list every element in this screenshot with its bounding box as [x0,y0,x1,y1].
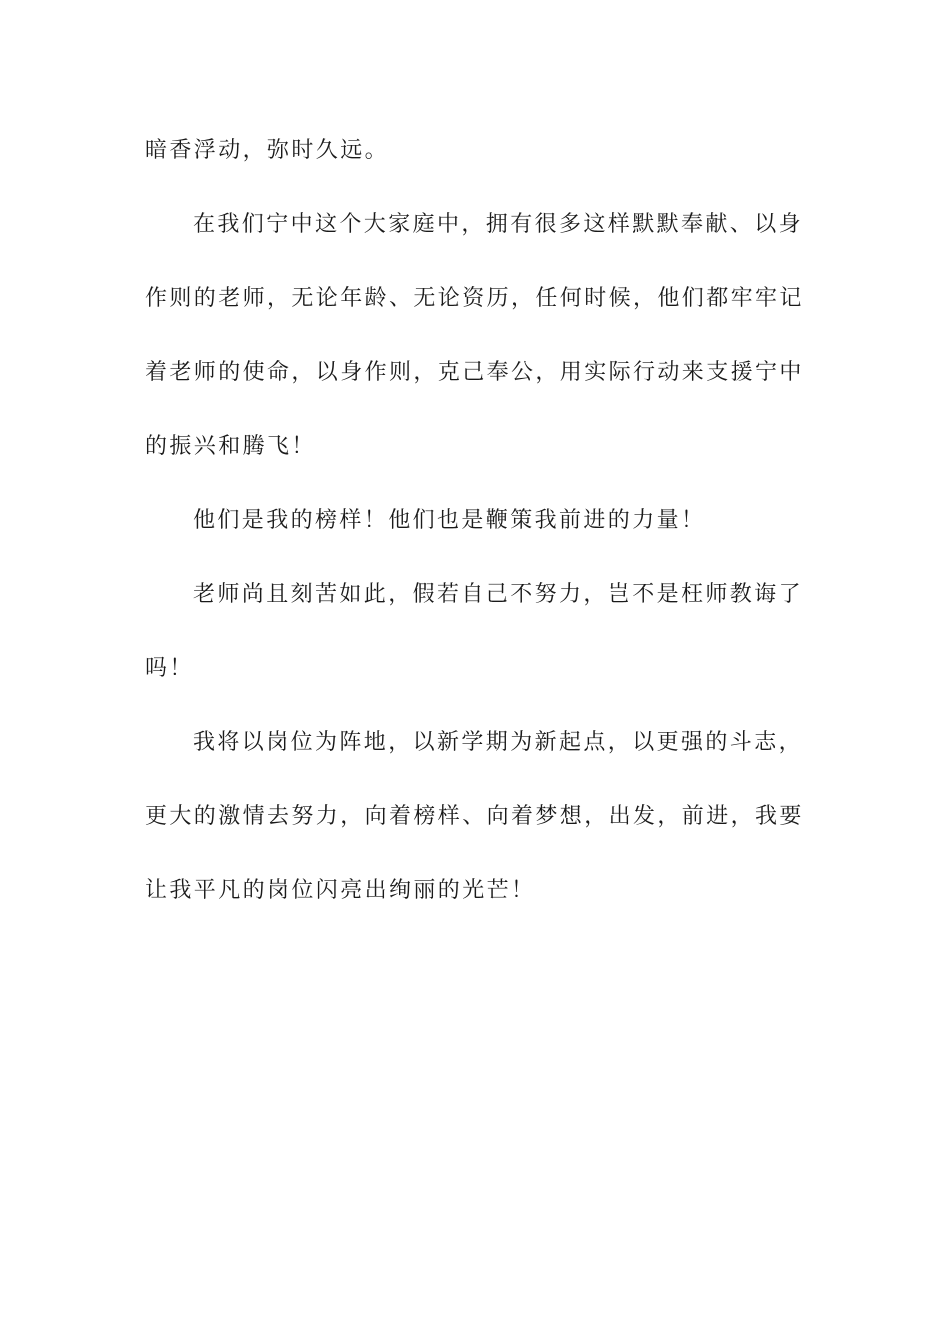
text-line: 作则的老师，无论年龄、无论资历，任何时候，他们都牢牢记 [145,286,804,311]
paragraph-start-line: 在我们宁中这个大家庭中，拥有很多这样默默奉献、以身 [193,212,804,237]
paragraph-start-line: 老师尚且刻苦如此，假若自己不努力，岂不是枉师教诲了 [193,582,804,607]
text-line: 的振兴和腾飞！ [145,434,316,459]
paragraph-start-line: 他们是我的榜样！他们也是鞭策我前进的力量！ [193,508,706,533]
text-line: 暗香浮动，弥时久远。 [145,138,390,163]
paragraph-start-line: 我将以岗位为阵地，以新学期为新起点，以更强的斗志， [193,730,804,755]
text-line: 更大的激情去努力，向着榜样、向着梦想，出发，前进，我要 [145,804,804,829]
text-line: 让我平凡的岗位闪亮出绚丽的光芒！ [145,878,536,903]
text-line: 着老师的使命，以身作则，克己奉公，用实际行动来支援宁中 [145,360,804,385]
text-line: 吗！ [145,656,194,681]
document-body [145,129,804,943]
